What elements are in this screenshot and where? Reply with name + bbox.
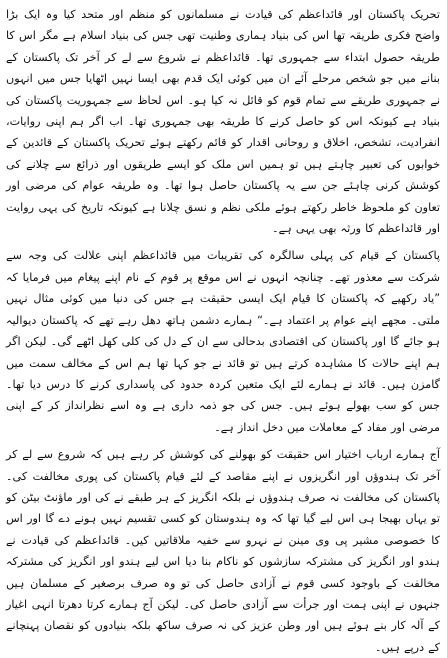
- paragraph-opposition-history: آج ہمارے ارباب اختیار اس حقیقت کو بھولنے کی کوشش کر رہے ہیں کہ شروع سے لے کر آخر تک ہندوؤں اور انگریزوں نے اپنے مقاصد کے لئے قیام پاکستان کی پوری مخالفت کی۔ پاکستان کی مخالفت نہ صرف ہندوؤں نے بلکہ انگریز کے ہر طبقے نے کی اور ماؤنٹ بیٹن کو تو یہاں بھیجا ہی اس لیے گیا تھا کہ وہ ہندوستان کو کسی تقسیم نہیں ہونے دے گا اور اس کا خصوصی مشیر پی وی مینن نے نہرو سے خفیہ ملاقاتیں کیں۔ قائداعظم کی قیادت نے ہندو اور انگریز کی مشترکہ سازشوں کو ناکام بنا دیا اس لیے ہندو اور انگریز کی مشترکہ مخالفت کے باوجود کسی قوم نے آزادی حاصل کی تو وہ صرف برصغیر کے مسلمان ہیں جنہوں نے اپنی ہمت اور جرأت سے آزادی حاصل کی۔ لیکن آج ہمارے کرتا دھرتا انہی اغیار کے آلہ کار بنے ہوئے ہیں اور وطن عزیز کی نہ صرف ساکھ بلکہ بنیادوں کو نقصان پہنچانے کے درپے ہیں۔: [6, 448, 440, 654]
- paragraph-democracy-foundation: تحریک پاکستان اور قائداعظم کی قیادت نے مسلمانوں کو منظم اور متحد کیا وہ ایک بڑا واضح فکری طریقہ تھا اس کی بنیاد ہماری وطنیت تھی جس کی بنیاد اسلام ہے مگر اس کا طریقہ حصول ابتداء سے جمہوری تھا۔ قائداعظم نے شروع سے لے کر آخر تک پاکستان کے بنانے میں جو شخص مرحلے آئے ان میں کوئی ایک قدم بھی ایسا نہیں اٹھایا جس میں انہوں نے جمہوری طریقے سے تمام قوم کو قائل نہ کیا ہو۔ اس لحاظ سے جمہوریت پاکستان کی بنیاد ہے کیونکہ اس کو حاصل کرنے کا طریقہ بھی جمہوری تھا۔ اب اگر ہم اپنی روایات، انفرادیت، تشخص، اخلاق و روحانی اقدار کو قائم رکھتے ہوئے تحریک پاکستان کے قائدین کے خوابوں کی تعبیر چاہتے ہیں تو ہمیں اس ملک کو ایسے طریقوں اور ذرائع سے چلانے کی کوشش کرنی چاہئے جن سے یہ پاکستان حاصل ہوا تھا۔ وہ طریقہ عوام کی مرضی اور تعاون کو ملحوظ خاطر رکھتے ہوئے ملکی نظم و نسق چلانا ہے کیونکہ تاریخ کی یہی روایت اور قائداعظم کا ورثہ بھی یہی ہے۔: [6, 8, 440, 236]
- paragraph-first-anniversary: پاکستان کے قیام کی پہلی سالگرہ کی تقریبات میں قائداعظم اپنی علالت کی وجہ سے شرکت سے معذور تھے۔ چنانچہ انہوں نے اس موقع پر قوم کے نام اپنے پیغام میں فرمایا کہ ”یاد رکھیے کہ پاکستان کا قیام ایک ایسی حقیقت ہے جس کی دنیا میں کوئی مثال نہیں ملتی۔ مجھے اپنے عوام پر اعتماد ہے۔“ ہمارے دشمن ہاتھ دھل رہے تھے کہ پاکستان دیوالیہ ہو جائے گا اور پاکستان کی اقتصادی بدحالی سے ان کے دل کی کلی کھل اٹھے گی۔ لیکن اگر ہم اپنے حالات کا مشاہدہ کرتے ہیں تو قائد نے جو کہا تھا ہم اس کے مخالف سمت میں گامزن ہیں۔ قائد نے ہمارے لئے ایک متعین کردہ حدود کی پاسداری کرنے کا درس دیا تھا۔ جس کو سب بھولے ہوئے ہیں۔ جس کی جو ذمہ داری ہے وہ اسے نظرانداز کر کے اپنی مرضی اور مفاد کے معاملات میں دخل انداز ہے۔: [6, 249, 440, 434]
